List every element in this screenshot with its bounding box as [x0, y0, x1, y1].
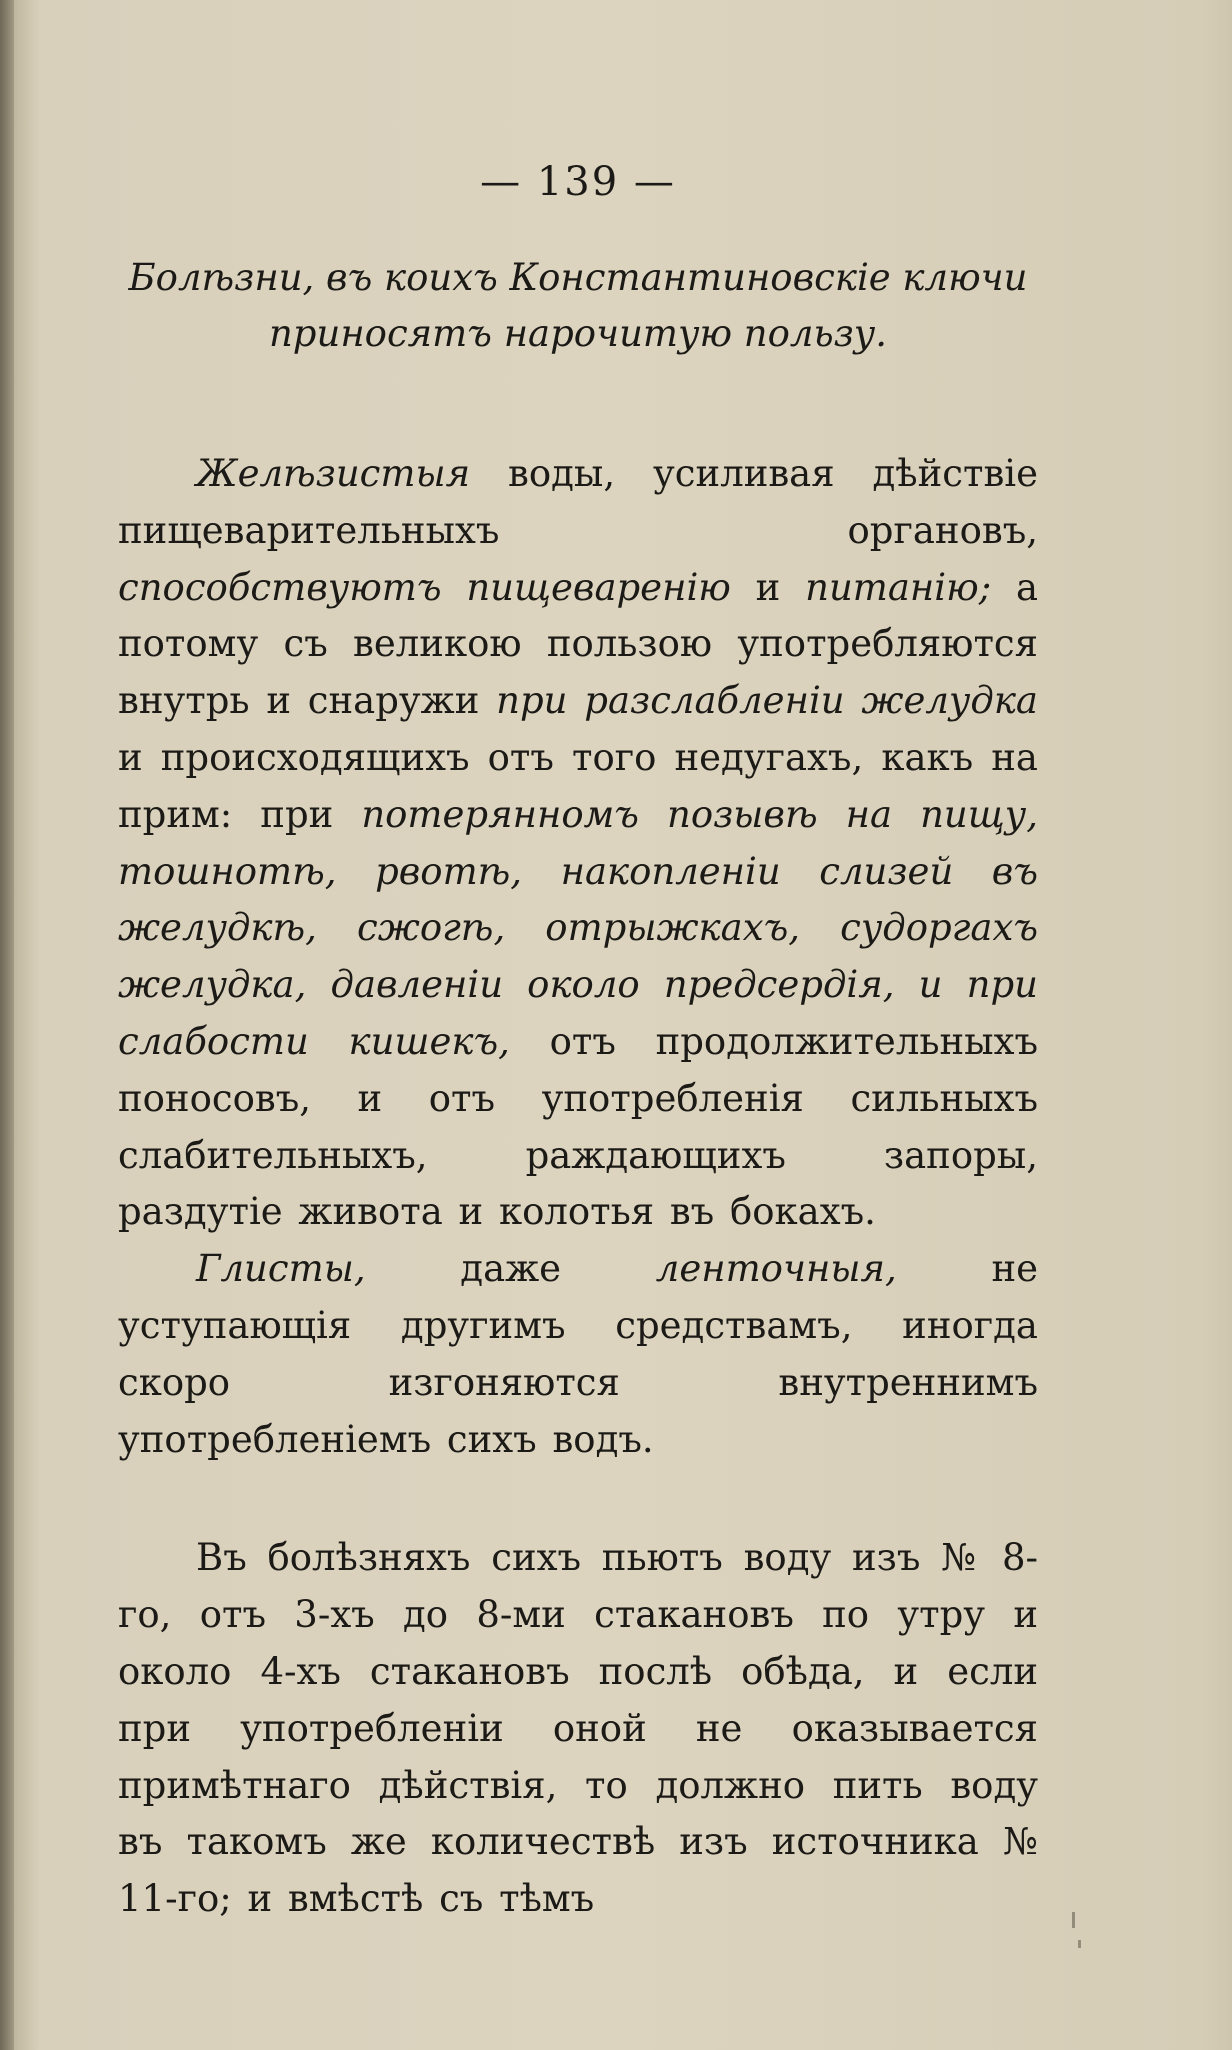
heading-line-1: Болѣзни, въ коихъ Константиновскіе ключи	[128, 256, 1028, 299]
text-block	[118, 140, 1038, 1928]
print-smudge	[1078, 1940, 1081, 1948]
segment: потерянномъ позывѣ на пищу, тошнотѣ, рвотѣ, накопленіи слизей въ желудкѣ, сжогѣ, отрыжкахъ, судоргахъ желудка, давленіи около предсердія, и при слабости кишекъ,	[118, 792, 1038, 1063]
segment: ленточныя,	[655, 1247, 897, 1291]
segment: Желѣзистыя	[196, 452, 471, 495]
page-binding-edge	[0, 0, 14, 2050]
page-number: — 139 —	[480, 159, 676, 205]
segment: а потому съ великою пользою употребляются внутрь и снаружи	[118, 565, 1039, 723]
print-smudge	[1072, 1912, 1075, 1928]
heading-line-2: приносятъ нарочитую пользу.	[268, 312, 888, 355]
section-heading	[118, 250, 1038, 362]
segment: способствуютъ пищеваренію	[118, 565, 731, 609]
segment: Въ болѣзняхъ сихъ пьютъ воду изъ № 8-го, отъ 3-хъ до 8-ми стакановъ по утру и около 4-хъ стакановъ послѣ обѣда, и если при употребленіи оной не оказывается примѣтнаго дѣйствія, то должно пить воду въ такомъ же количествѣ изъ источника № 11-го; и вмѣстѣ съ тѣмъ	[118, 1536, 1038, 1921]
segment: и	[730, 565, 806, 609]
segment: отъ продолжительныхъ поносовъ, и отъ употребленія сильныхъ слабительныхъ, раждающихъ запоры, раздутіе живота и колотья въ бокахъ.	[118, 1019, 1038, 1234]
segment: и происходящихъ отъ того недугахъ, какъ на прим: при	[118, 735, 1038, 836]
segment: не уступающія другимъ средствамъ, иногда скоро изгоняются внутреннимъ употребленіемъ сихъ водъ.	[118, 1247, 1039, 1461]
segment: воды, усиливая дѣйствіе пищеварительныхъ органовъ,	[118, 452, 1038, 552]
paragraph-1	[118, 446, 1038, 1241]
segment: при разслабленіи желудка	[496, 679, 1038, 723]
paragraph-3	[118, 1530, 1038, 1928]
segment: даже	[365, 1247, 656, 1291]
segment: Глисты,	[196, 1247, 366, 1291]
paragraph-2	[118, 1241, 1038, 1468]
segment: питанію;	[805, 565, 992, 609]
